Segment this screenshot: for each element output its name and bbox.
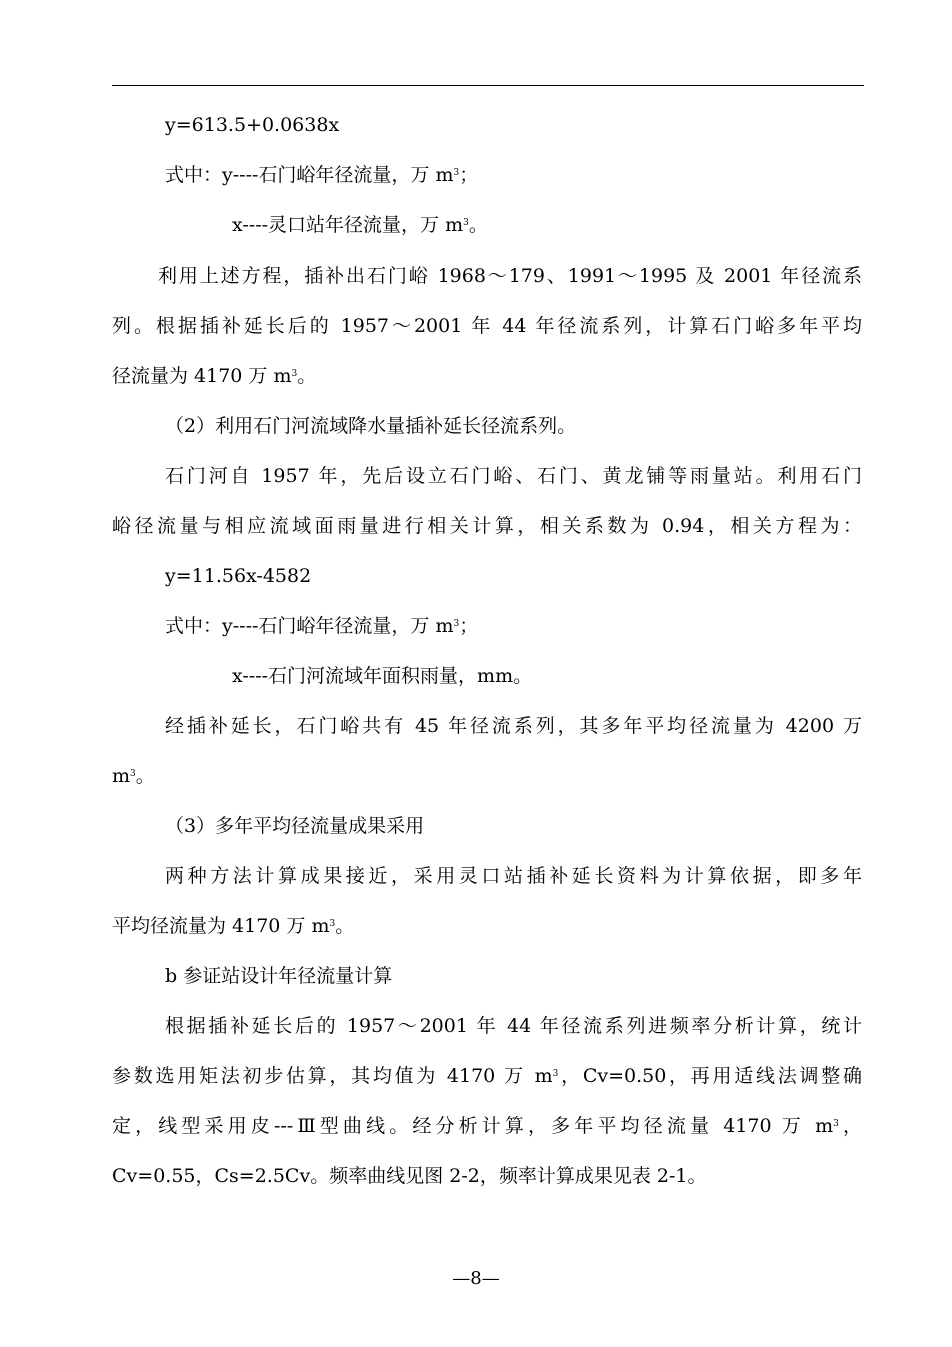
section-heading-2: （2）利用石门河流域降水量插补延长径流系列。 <box>165 415 577 437</box>
paragraph-5-line-3: 定，线型采用皮---Ⅲ型曲线。经分析计算，多年平均径流量 4170 万 $m^3$， <box>112 1115 862 1137</box>
paragraph-1-line-1: 利用上述方程，插补出石门峪 1968～179、1991～1995 及 2001 年径流系 <box>158 265 862 287</box>
equation-1-where-x: x----灵口站年径流量，万 $m^3$。 <box>232 214 488 236</box>
paragraph-5-line-2: 参数选用矩法初步估算，其均值为 4170 万 $m^3$，Cv=0.50，再用适线法调整确 <box>112 1065 862 1087</box>
paragraph-2-line-1: 石门河自 1957 年，先后设立石门峪、石门、黄龙铺等雨量站。利用石门 <box>165 465 862 487</box>
equation-2-where-y: 式中：y----石门峪年径流量，万 $m^3$； <box>165 615 479 637</box>
paragraph-4-line-2: 平均径流量为 4170 万 $m^3$。 <box>112 915 355 937</box>
paragraph-3-line-2: $m^3$。 <box>112 765 155 787</box>
equation-2-where-x: x----石门河流域年面积雨量，mm。 <box>232 665 533 687</box>
header-rule <box>112 85 864 86</box>
section-heading-b: b 参证站设计年径流量计算 <box>165 965 393 987</box>
section-heading-3: （3）多年平均径流量成果采用 <box>165 815 425 837</box>
equation-1-where-y: 式中：y----石门峪年径流量，万 $m^3$； <box>165 164 479 186</box>
paragraph-5-line-4: Cv=0.55，Cs=2.5Cv。频率曲线见图 2-2，频率计算成果见表 2-1。 <box>112 1165 707 1187</box>
equation-2: y=11.56x-4582 <box>165 565 312 587</box>
paragraph-1-line-3: 径流量为 4170 万 $m^3$。 <box>112 365 317 387</box>
paragraph-3-line-1: 经插补延长，石门峪共有 45 年径流系列，其多年平均径流量为 4200 万 <box>165 715 862 737</box>
paragraph-4-line-1: 两种方法计算成果接近，采用灵口站插补延长资料为计算依据，即多年 <box>165 865 862 887</box>
paragraph-5-line-1: 根据插补延长后的 1957～2001 年 44 年径流系列进频率分析计算，统计 <box>165 1015 862 1037</box>
equation-1: y=613.5+0.0638x <box>165 114 340 136</box>
page-number: —8— <box>452 1268 500 1289</box>
paragraph-1-line-2: 列。根据插补延长后的 1957～2001 年 44 年径流系列，计算石门峪多年平均 <box>112 315 862 337</box>
paragraph-2-line-2: 峪径流量与相应流域面雨量进行相关计算，相关系数为 0.94，相关方程为： <box>112 515 862 537</box>
